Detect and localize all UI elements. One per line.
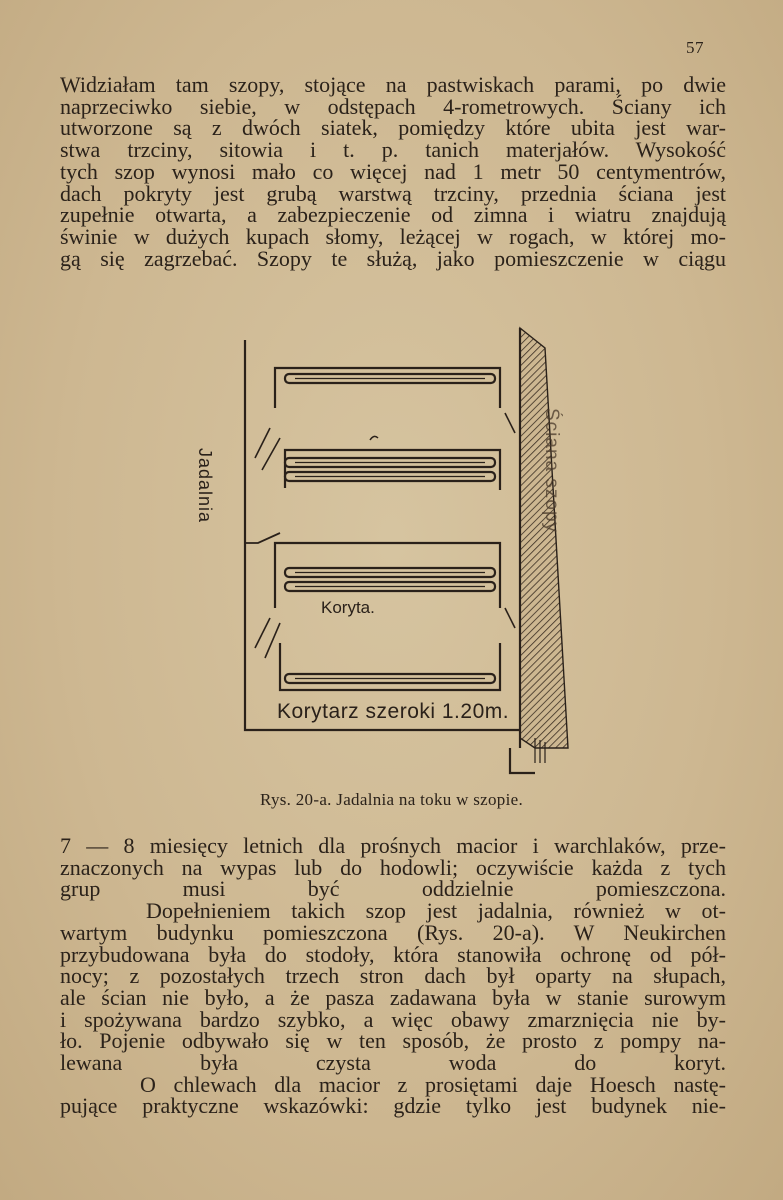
figure-caption [0,790,783,810]
label-shed-wall: Ściana szopy [541,408,562,534]
text-line: zupełnie otwarta, a zabezpieczenie od zimna i wiatru znajdują [60,202,726,228]
caption-text: Jadalnia na toku w szopie. [336,790,524,809]
paragraph-2 [60,835,726,1117]
figure-dining-shed [195,318,580,788]
text-line: Widziałam tam szopy, stojące na pastwiskach parami, po dwie [60,72,726,97]
shed-wall-hatch [520,328,568,748]
text-line: stwa trzciny, sitowia i t. p. tanich materjałów. Wysokość [60,137,726,163]
text-line: tych szop wynosi mało co więcej nad 1 metr 50 centymentrów, [60,158,726,184]
text-line: utworzone są z dwóch siatek, pomiędzy które ubita jest war- [60,115,726,141]
label-troughs: Koryta. [321,598,375,617]
text-line: dach pokryty jest grubą warstwą trzciny, przednia ściana jest [60,180,726,206]
page-number: 57 [686,38,704,57]
text-line: przybudowana była do stodoły, która stanowiła ochronę od pół- [60,941,726,967]
text-line: 7 — 8 miesięcy letnich dla prośnych macior i warchlaków, prze- [60,833,726,858]
text-line: wartym budynku pomieszczona (Rys. 20-a). W Neukirchen [60,919,726,945]
text-line: i spożywana bardzo szybko, a więc obawy zmarznięcia nie by- [60,1006,726,1032]
label-dining: Jadalnia [195,448,215,524]
bottom-wall [245,728,520,730]
text-line: pujące praktyczne wskazówki: gdzie tylko jest budynek nie- [60,1093,726,1119]
pen-middle [285,450,500,490]
text-line: świnie w dużych kupach słomy, leżącej w rogach, w której mo- [60,223,726,249]
text-line: lewana była czysta woda do koryt. [60,1050,726,1076]
caption-number: Rys. 20-a. [259,790,332,809]
bottom-step [510,748,535,773]
pen-lower [275,543,500,608]
paragraph-1 [60,74,726,269]
text-line: ale ścian nie było, a że pasza zadawana była w stanie surowym [60,984,726,1010]
label-corridor: Korytarz szeroki 1.20m. [277,700,510,723]
text-line: nocy; z pozostałych trzech stron dach był oparty na słupach, [60,963,726,989]
text-line: naprzeciwko siebie, w odstępach 4-rometrowych. Ściany ich [60,93,726,119]
text-line: Dopełnieniem takich szop jest jadalnia, również w ot- [146,898,726,924]
text-line: grup musi być oddzielnie pomieszczona. [60,876,726,902]
text-line: znaczonych na wypas lub do hodowli; oczywiście każda z tych [60,854,726,880]
text-line: O chlewach dla macior z prosiętami daje Hoesch nastę- [140,1071,726,1097]
text-line: ło. Pojenie odbywało się w ten sposób, że prosto z pompy na- [60,1028,726,1054]
text-line: gą się zagrzebać. Szopy te służą, jako pomieszczenie w ciągu [60,245,726,271]
